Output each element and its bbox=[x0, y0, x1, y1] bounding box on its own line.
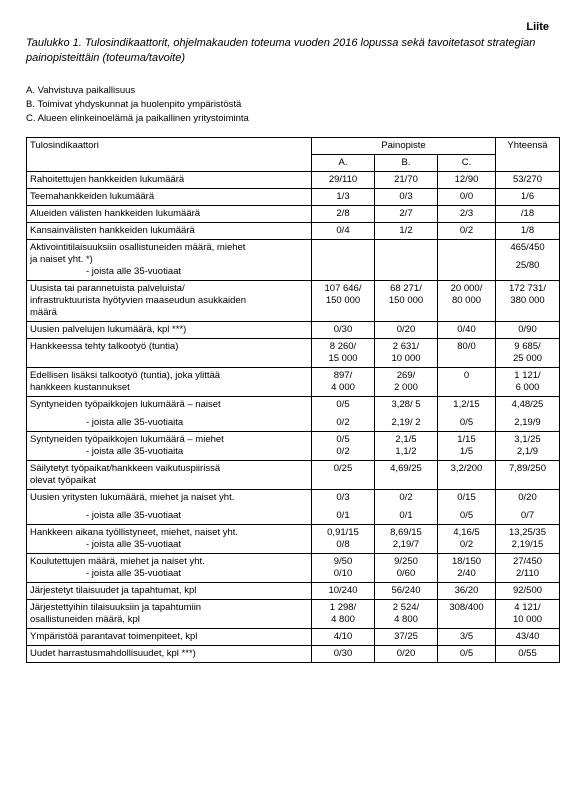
indicator-table bbox=[26, 137, 560, 663]
cell-value: 0/5 bbox=[336, 399, 350, 410]
cell-b bbox=[375, 368, 438, 397]
table-row bbox=[27, 368, 560, 397]
cell-value: 2 524/ bbox=[392, 602, 420, 613]
cell-b: 37/25 bbox=[375, 629, 438, 646]
cell-c bbox=[438, 240, 496, 281]
row-sublabel: - joista alle 35-vuotiaita bbox=[86, 417, 184, 428]
cell-b: 4,69/25 bbox=[375, 461, 438, 490]
header-col-b: B. bbox=[375, 155, 438, 172]
cell-value: 10 000 bbox=[391, 353, 421, 364]
cell-value: 8,69/15 bbox=[390, 527, 422, 538]
row-label bbox=[27, 368, 312, 397]
cell-value: 10 000 bbox=[512, 614, 543, 625]
legend-item-a: A. Vahvistuva paikallisuus bbox=[26, 85, 136, 96]
row-label: Ympäristöä parantavat toimenpiteet, kpl bbox=[27, 629, 312, 646]
row-label: Hankkeessa tehty talkootyö (tuntia) bbox=[27, 339, 312, 368]
cell-a: 2/8 bbox=[312, 206, 375, 223]
cell-value-sub: 2,1/9 bbox=[516, 446, 539, 457]
cell-value: 3,1/25 bbox=[514, 434, 541, 445]
cell-total bbox=[496, 554, 560, 583]
cell-value: 3,28/ 5 bbox=[391, 399, 421, 410]
table-row bbox=[27, 600, 560, 629]
row-sublabel: - joista alle 35-vuotiaita bbox=[86, 446, 184, 457]
cell-c: 3/5 bbox=[438, 629, 496, 646]
cell-value-sub: 0/7 bbox=[520, 510, 535, 521]
row-label-line: Koulutettujen määrä, miehet ja naiset yht. bbox=[30, 556, 205, 567]
cell-b bbox=[375, 490, 438, 525]
cell-c: 0/0 bbox=[438, 189, 496, 206]
cell-a: 0/30 bbox=[312, 646, 375, 663]
cell-b: 0/20 bbox=[375, 646, 438, 663]
row-label-line: ja naiset yht. *) bbox=[30, 254, 93, 265]
cell-value-sub: 0/2 bbox=[336, 417, 350, 428]
table-row bbox=[27, 206, 560, 223]
table-row bbox=[27, 554, 560, 583]
table-row bbox=[27, 240, 560, 281]
cell-c: 0/2 bbox=[438, 223, 496, 240]
cell-a: 0/25 bbox=[312, 461, 375, 490]
cell-total: /18 bbox=[496, 206, 560, 223]
cell-a: 0/30 bbox=[312, 322, 375, 339]
row-label-line: Uusien yritysten lukumäärä, miehet ja naiset yht. bbox=[30, 492, 235, 503]
cell-a bbox=[312, 490, 375, 525]
cell-value: 20 000/ bbox=[450, 283, 483, 294]
cell-value: 465/450 bbox=[510, 242, 545, 253]
cell-value: 897/ bbox=[333, 370, 353, 381]
cell-value: 68 271/ bbox=[390, 283, 422, 294]
row-label-line: infrastruktuurista hyötyvien maaseudun asukkaiden bbox=[30, 295, 246, 306]
cell-total: 1/6 bbox=[496, 189, 560, 206]
cell-value-sub: 2/110 bbox=[515, 568, 540, 579]
cell-a bbox=[312, 339, 375, 368]
row-label: Uusien palvelujen lukumäärä, kpl ***) bbox=[27, 322, 312, 339]
row-label: Rahoitettujen hankkeiden lukumäärä bbox=[27, 172, 312, 189]
cell-value: 380 000 bbox=[510, 295, 545, 306]
cell-total bbox=[496, 339, 560, 368]
cell-value: 9/250 bbox=[394, 556, 418, 567]
row-label: Uudet harrastusmahdollisuudet, kpl ***) bbox=[27, 646, 312, 663]
cell-total: 0/90 bbox=[496, 322, 560, 339]
cell-value: 0,91/15 bbox=[327, 527, 359, 538]
cell-a: 29/110 bbox=[312, 172, 375, 189]
row-label-line: Hankkeen aikana työllistyneet, miehet, naiset yht. bbox=[30, 527, 239, 538]
cell-a bbox=[312, 281, 375, 322]
cell-b bbox=[375, 339, 438, 368]
cell-value: 107 646/ bbox=[324, 283, 362, 294]
cell-c bbox=[438, 554, 496, 583]
cell-c: 0/40 bbox=[438, 322, 496, 339]
cell-total: 1/8 bbox=[496, 223, 560, 240]
cell-b: 2/7 bbox=[375, 206, 438, 223]
row-label bbox=[27, 281, 312, 322]
table-row bbox=[27, 189, 560, 206]
cell-total: 43/40 bbox=[496, 629, 560, 646]
cell-value-sub: 2/40 bbox=[457, 568, 476, 579]
table-row bbox=[27, 461, 560, 490]
cell-value-sub: 0/5 bbox=[459, 417, 474, 428]
cell-value: 1 298/ bbox=[329, 602, 357, 613]
cell-value: 1 121/ bbox=[514, 370, 541, 381]
cell-value-sub: 0/60 bbox=[396, 568, 416, 579]
row-label-line: Järjestettyihin tilaisuuksiin ja tapahtumiin bbox=[30, 602, 202, 613]
cell-total bbox=[496, 397, 560, 432]
cell-value: 1,2/15 bbox=[453, 399, 480, 410]
cell-value: 4 121/ bbox=[514, 602, 541, 613]
cell-a bbox=[312, 554, 375, 583]
cell-value-sub: 2,19/7 bbox=[392, 539, 420, 550]
cell-b bbox=[375, 281, 438, 322]
row-label-line: hankkeen kustannukset bbox=[30, 382, 130, 393]
cell-a: 0/4 bbox=[312, 223, 375, 240]
cell-value: 15 000 bbox=[328, 353, 358, 364]
header-col-c: C. bbox=[438, 155, 496, 172]
cell-total bbox=[496, 600, 560, 629]
cell-value: 25 000 bbox=[512, 353, 543, 364]
cell-c: 0 bbox=[438, 368, 496, 397]
row-label-line: Säilytetyt työpaikat/hankkeen vaikutuspiirissä bbox=[30, 463, 221, 474]
cell-total: 7,89/250 bbox=[496, 461, 560, 490]
table-row bbox=[27, 223, 560, 240]
cell-value-sub: 0/10 bbox=[333, 568, 353, 579]
cell-value-sub: 0/1 bbox=[399, 510, 413, 521]
table-row bbox=[27, 281, 560, 322]
appendix-label: Liite bbox=[526, 21, 549, 33]
cell-value: 2 631/ bbox=[392, 341, 420, 352]
row-sublabel: - joista alle 35-vuotiaat bbox=[86, 539, 182, 550]
cell-b: 0/3 bbox=[375, 189, 438, 206]
cell-value: 9/50 bbox=[333, 556, 353, 567]
cell-value: 80 000 bbox=[451, 295, 482, 306]
legend-item-b: B. Toimivat yhdyskunnat ja huolenpito ympäristöstä bbox=[26, 99, 242, 110]
cell-value: 4 800 bbox=[394, 614, 418, 625]
row-label: Kansainvälisten hankkeiden lukumäärä bbox=[27, 223, 312, 240]
cell-value: 4 800 bbox=[331, 614, 355, 625]
row-label-line: Edellisen lisäksi talkootyö (tuntia), joka ylittää bbox=[30, 370, 221, 381]
cell-b: 56/240 bbox=[375, 583, 438, 600]
cell-c: 12/90 bbox=[438, 172, 496, 189]
row-label: Järjestetyt tilaisuudet ja tapahtumat, kpl bbox=[27, 583, 312, 600]
cell-c bbox=[438, 525, 496, 554]
cell-value: 2 000 bbox=[394, 382, 418, 393]
cell-a bbox=[312, 240, 375, 281]
cell-b bbox=[375, 397, 438, 432]
row-label-line: Uusista tai parannetuista palveluista/ bbox=[30, 283, 185, 294]
cell-a bbox=[312, 397, 375, 432]
row-label-line: olevat työpaikat bbox=[30, 475, 97, 486]
row-label-line: määrä bbox=[30, 307, 57, 318]
cell-value-sub: 0/1 bbox=[336, 510, 350, 521]
table-caption: Taulukko 1. Tulosindikaattorit, ohjelmakauden toteuma vuoden 2016 lopussa sekä tavoitetasot strategian painopisteittäin (toteuma/tavoite) bbox=[26, 37, 536, 64]
table-row bbox=[27, 432, 560, 461]
cell-total: 53/270 bbox=[496, 172, 560, 189]
cell-value: 18/150 bbox=[451, 556, 482, 567]
cell-a bbox=[312, 368, 375, 397]
table-row bbox=[27, 397, 560, 432]
cell-b: 0/20 bbox=[375, 322, 438, 339]
row-label bbox=[27, 490, 312, 525]
cell-b bbox=[375, 240, 438, 281]
table-row bbox=[27, 646, 560, 663]
cell-c: 80/0 bbox=[438, 339, 496, 368]
cell-value: 0/2 bbox=[399, 492, 413, 503]
cell-value-sub: 2,19/15 bbox=[511, 539, 544, 550]
cell-b: 1/2 bbox=[375, 223, 438, 240]
table-row bbox=[27, 339, 560, 368]
cell-value-sub: 1,1/2 bbox=[395, 446, 417, 457]
legend-item-c: C. Alueen elinkeinoelämä ja paikallinen yritystoiminta bbox=[26, 113, 249, 124]
cell-c: 308/400 bbox=[438, 600, 496, 629]
row-label: Teemahankkeiden lukumäärä bbox=[27, 189, 312, 206]
cell-c bbox=[438, 281, 496, 322]
cell-value: 269/ bbox=[396, 370, 416, 381]
cell-c bbox=[438, 490, 496, 525]
cell-c: 2/3 bbox=[438, 206, 496, 223]
cell-b bbox=[375, 554, 438, 583]
cell-value: 0/15 bbox=[457, 492, 476, 503]
table-row bbox=[27, 583, 560, 600]
row-label bbox=[27, 240, 312, 281]
cell-value-sub: 0/8 bbox=[336, 539, 350, 550]
cell-c: 3,2/200 bbox=[438, 461, 496, 490]
cell-value-sub: 0/5 bbox=[459, 510, 474, 521]
cell-value: 0/3 bbox=[336, 492, 350, 503]
row-sublabel: - joista alle 35-vuotiaat bbox=[86, 510, 182, 521]
cell-value-sub: 2,19/ 2 bbox=[391, 417, 421, 428]
row-label-line: osallistuneiden määrä, kpl bbox=[30, 614, 140, 625]
cell-a bbox=[312, 525, 375, 554]
cell-total bbox=[496, 525, 560, 554]
cell-b bbox=[375, 600, 438, 629]
cell-total bbox=[496, 368, 560, 397]
table-row bbox=[27, 172, 560, 189]
cell-b bbox=[375, 525, 438, 554]
cell-value: 6 000 bbox=[515, 382, 540, 393]
cell-value: 4,16/5 bbox=[453, 527, 480, 538]
cell-value: 150 000 bbox=[325, 295, 361, 306]
cell-b bbox=[375, 432, 438, 461]
cell-a: 4/10 bbox=[312, 629, 375, 646]
row-label bbox=[27, 461, 312, 490]
cell-value: 2,1/5 bbox=[395, 434, 417, 445]
cell-a: 10/240 bbox=[312, 583, 375, 600]
cell-value: 0/20 bbox=[518, 492, 537, 503]
header-painopiste: Painopiste bbox=[312, 138, 496, 155]
row-label-line: Syntyneiden työpaikkojen lukumäärä – miehet bbox=[30, 434, 224, 445]
cell-total bbox=[496, 432, 560, 461]
table-row bbox=[27, 629, 560, 646]
cell-total: 92/500 bbox=[496, 583, 560, 600]
row-sublabel: - joista alle 35-vuotiaat bbox=[86, 568, 182, 579]
legend bbox=[26, 84, 249, 126]
row-label-line: Aktivointitilaisuuksiin osallistuneiden määrä, miehet bbox=[30, 242, 246, 253]
cell-value: 27/450 bbox=[512, 556, 543, 567]
row-label bbox=[27, 432, 312, 461]
cell-total bbox=[496, 490, 560, 525]
cell-value: 4,48/25 bbox=[511, 399, 544, 410]
row-label bbox=[27, 397, 312, 432]
table-row bbox=[27, 525, 560, 554]
cell-value-sub: 2,19/9 bbox=[514, 417, 541, 428]
cell-value-sub: 1/5 bbox=[459, 446, 474, 457]
cell-b: 21/70 bbox=[375, 172, 438, 189]
row-sublabel: - joista alle 35-vuotiaat bbox=[86, 266, 182, 277]
cell-value: 0/5 bbox=[336, 434, 350, 445]
row-label: Alueiden välisten hankkeiden lukumäärä bbox=[27, 206, 312, 223]
cell-total bbox=[496, 281, 560, 322]
cell-value: 4 000 bbox=[331, 382, 355, 393]
table-row bbox=[27, 322, 560, 339]
cell-a bbox=[312, 600, 375, 629]
cell-value-sub: 0/2 bbox=[459, 539, 474, 550]
header-total: Yhteensä bbox=[496, 138, 560, 172]
cell-value: 9 685/ bbox=[514, 341, 541, 352]
cell-value: 150 000 bbox=[388, 295, 424, 306]
row-label bbox=[27, 554, 312, 583]
cell-value: 13,25/35 bbox=[509, 527, 546, 538]
table-row bbox=[27, 490, 560, 525]
cell-c: 36/20 bbox=[438, 583, 496, 600]
table-header-row bbox=[27, 138, 560, 155]
cell-total: 0/55 bbox=[496, 646, 560, 663]
header-col-a: A. bbox=[312, 155, 375, 172]
header-indicator: Tulosindikaattori bbox=[27, 138, 312, 172]
row-label-line: Syntyneiden työpaikkojen lukumäärä – naiset bbox=[30, 399, 221, 410]
cell-c: 0/5 bbox=[438, 646, 496, 663]
cell-a bbox=[312, 432, 375, 461]
cell-value: 8 260/ bbox=[329, 341, 357, 352]
cell-c bbox=[438, 432, 496, 461]
cell-total bbox=[496, 240, 560, 281]
row-label bbox=[27, 600, 312, 629]
row-label bbox=[27, 525, 312, 554]
cell-a: 1/3 bbox=[312, 189, 375, 206]
cell-value-sub: 0/2 bbox=[336, 446, 350, 457]
cell-value-sub: 25/80 bbox=[515, 260, 540, 271]
cell-c bbox=[438, 397, 496, 432]
cell-value: 1/15 bbox=[457, 434, 476, 445]
cell-value: 172 731/ bbox=[509, 283, 546, 294]
